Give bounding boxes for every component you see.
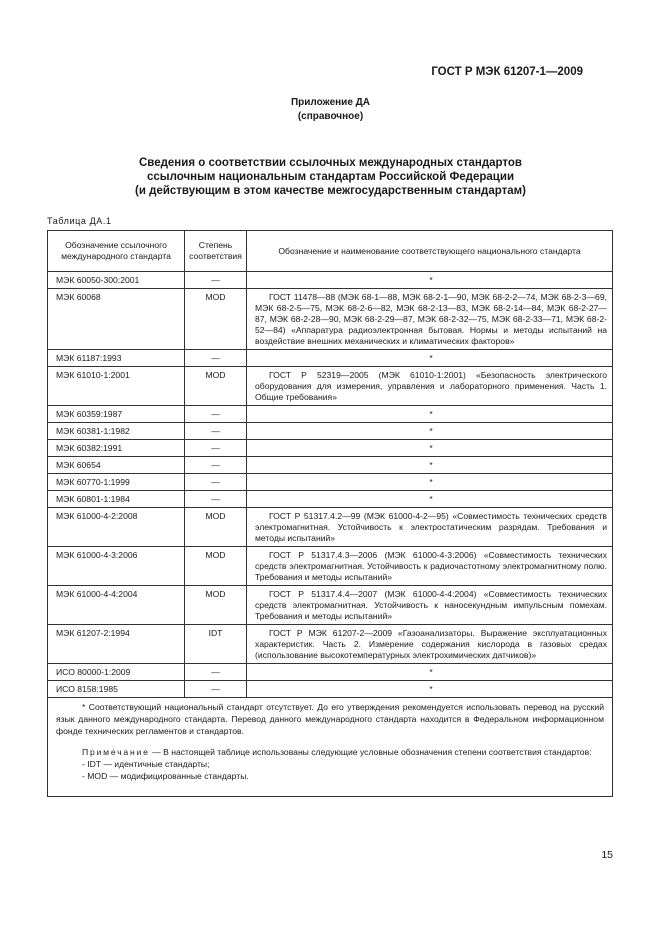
national-standard-text: * [429,426,433,436]
reference-standard-cell: МЭК 60382:1991 [48,440,185,457]
degree-cell: — [185,457,247,474]
section-title-line: ссылочным национальным стандартам Российской Федерации [146,171,515,183]
correspondence-table [47,230,613,698]
table-row [48,681,613,698]
table-row [48,367,613,406]
national-standard-cell [247,350,613,367]
section-title-line: (и действующим в этом качестве межгосударственным стандартам) [135,185,526,197]
table-row [48,406,613,423]
table-row [48,547,613,586]
national-standard-text: * [429,353,433,363]
table-caption: Таблица ДА.1 [47,216,112,226]
section-title [60,156,601,198]
national-standard-text: ГОСТ Р МЭК 61207-2—2009 «Газоанализаторы. Выражение эксплуатационных характеристик. Часть 2. Измерение содержания кислорода в газовых средах (использование высокотемпературных электрохимических датчиков)» [255,628,607,660]
degree-cell: — [185,491,247,508]
national-standard-cell [247,586,613,625]
note-text: — В настоящей таблице использованы следующие условные обозначения степени соответствия стандартов: [149,747,592,757]
national-standard-text: * [429,477,433,487]
national-standard-text: ГОСТ Р 52319—2005 (МЭК 61010-1:2001) «Безопасность электрического оборудования для измерения, управления и лабораторного применения. Часть 1. Общие требования» [255,370,607,402]
national-standard-cell [247,681,613,698]
national-standard-cell [247,664,613,681]
degree-cell: MOD [185,289,247,350]
national-standard-cell [247,289,613,350]
table-row [48,350,613,367]
note-list-item: - IDT — идентичные стандарты; [82,759,210,769]
table-row [48,289,613,350]
national-standard-cell [247,491,613,508]
reference-standard-cell: МЭК 61000-4-4:2004 [48,586,185,625]
degree-cell: — [185,406,247,423]
appendix-heading [0,96,661,124]
national-standard-text: * [429,275,433,285]
national-standard-text: * [429,684,433,694]
reference-standard-cell: МЭК 60654 [48,457,185,474]
table-row [48,440,613,457]
national-standard-text: * [429,667,433,677]
column-header-national: Обозначение и наименование соответствующего национального стандарта [247,231,613,272]
reference-standard-cell: МЭК 61187:1993 [48,350,185,367]
table-row [48,474,613,491]
reference-standard-cell: МЭК 61207-2:1994 [48,625,185,664]
national-standard-cell [247,547,613,586]
degree-cell: MOD [185,508,247,547]
column-header-reference: Обозначение ссылочного международного стандарта [48,231,185,272]
reference-standard-cell: ИСО 8158:1985 [48,681,185,698]
national-standard-cell [247,272,613,289]
document-header-id: ГОСТ Р МЭК 61207-1—2009 [431,66,583,78]
degree-cell: — [185,440,247,457]
reference-standard-cell: МЭК 60068 [48,289,185,350]
note-paragraph [56,746,604,758]
degree-cell: MOD [185,586,247,625]
national-standard-cell [247,474,613,491]
reference-standard-cell: МЭК 60801-1:1984 [48,491,185,508]
note-label: Примечание [82,747,150,757]
note-list-item: - MOD — модифицированные стандарты. [82,771,249,781]
table-row [48,272,613,289]
table-row [48,625,613,664]
degree-cell: — [185,681,247,698]
national-standard-text: * [429,443,433,453]
national-standard-text: ГОСТ 11478—88 (МЭК 68-1—88, МЭК 68-2-1—90, МЭК 68-2-2—74, МЭК 68-2-3—69, МЭК 68-2-5—75, МЭК 68-2-6—82, МЭК 68-2-13—83, МЭК 68-2-14—84, МЭК 68-2-27—87, МЭК 68-2-28—90, МЭК 68-2-29—87, МЭК 68-2-32—75, МЭК 68-2-33—71, МЭК 68-2-52—84) «Аппаратура радиоэлектронная бытовая. Нормы и методы испытаний на воздействие внешних механических и климатических факторов» [255,292,607,346]
degree-cell: — [185,423,247,440]
degree-cell: MOD [185,367,247,406]
degree-cell: IDT [185,625,247,664]
table-footer [47,697,613,797]
table-row [48,457,613,474]
national-standard-text: ГОСТ Р 51317.4.4—2007 (МЭК 61000-4-4:2004) «Совместимость технических средств электромагнитная. Устойчивость к наносекундным импульсным помехам. Требования и методы испытаний» [255,589,607,621]
table-row [48,423,613,440]
reference-standard-cell: МЭК 60359:1987 [48,406,185,423]
degree-cell: — [185,272,247,289]
column-header-degree: Степень соответствия [185,231,247,272]
national-standard-text: ГОСТ Р 51317.4.3—2006 (МЭК 61000-4-3:2006) «Совместимость технических средств электромагнитная. Устойчивость к радиочастотному электромагнитному полю. Требования и методы испытаний» [255,550,607,582]
reference-standard-cell: МЭК 61010-1:2001 [48,367,185,406]
page-number: 15 [601,849,613,861]
reference-standard-cell: МЭК 61000-4-2:2008 [48,508,185,547]
degree-cell: MOD [185,547,247,586]
reference-standard-cell: МЭК 61000-4-3:2006 [48,547,185,586]
table-row [48,586,613,625]
national-standard-cell [247,423,613,440]
table-row [48,664,613,681]
national-standard-cell [247,457,613,474]
national-standard-cell [247,508,613,547]
table-header-row [48,231,613,272]
appendix-subtitle: (справочное) [297,111,364,122]
table-body [48,272,613,698]
national-standard-text: * [429,494,433,504]
degree-cell: — [185,350,247,367]
reference-standard-cell: МЭК 60770-1:1999 [48,474,185,491]
national-standard-cell [247,367,613,406]
national-standard-text: * [429,409,433,419]
footnote: * Соответствующий национальный стандарт отсутствует. До его утверждения рекомендуется использовать перевод на русский язык данного международного стандарта. Перевод данного международного стандарта находится в Федеральном информационном фонде технических регламентов и стандартов. [56,702,604,736]
reference-standard-cell: ИСО 80000-1:2009 [48,664,185,681]
table-row [48,491,613,508]
national-standard-cell [247,625,613,664]
appendix-title: Приложение ДА [290,97,371,108]
national-standard-text: ГОСТ Р 51317.4.2—99 (МЭК 61000-4-2—95) «Совместимость технических средств электромагнитная. Устойчивость к электростатическим разрядам. Требования и методы испытаний» [255,511,607,543]
section-title-line: Сведения о соответствии ссылочных международных стандартов [138,157,522,169]
reference-standard-cell: МЭК 60050-300:2001 [48,272,185,289]
table-row [48,508,613,547]
degree-cell: — [185,664,247,681]
degree-cell: — [185,474,247,491]
national-standard-text: * [429,460,433,470]
reference-standard-cell: МЭК 60381-1:1982 [48,423,185,440]
national-standard-cell [247,406,613,423]
national-standard-cell [247,440,613,457]
